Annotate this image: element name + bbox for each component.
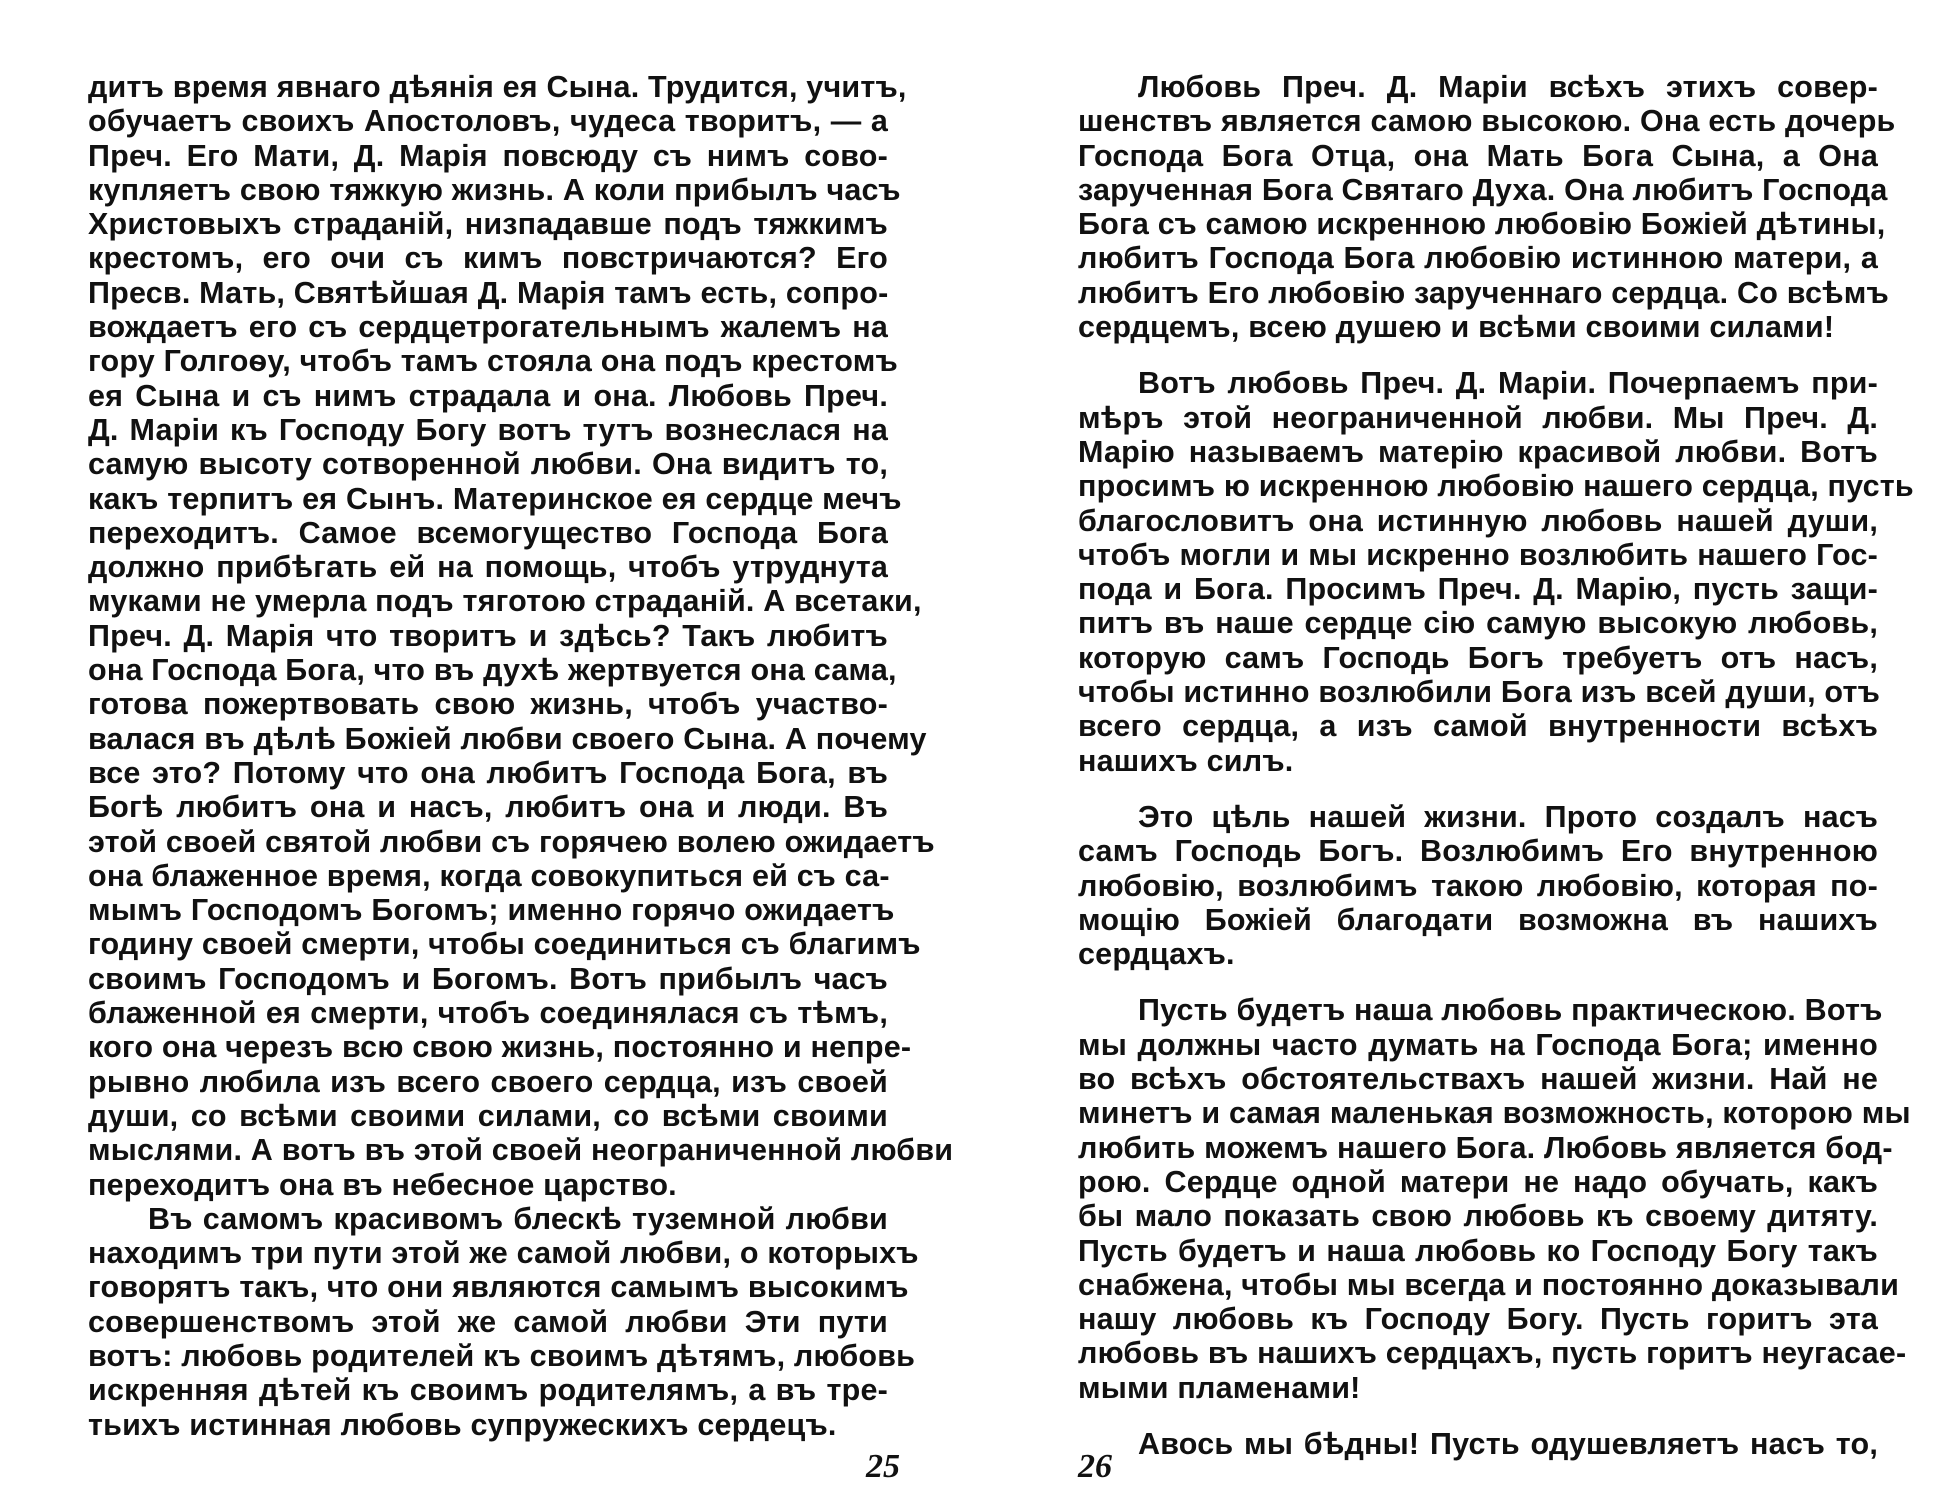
text-line: валася въ дѣлѣ Божіей любви своего Сына. А почему xyxy=(88,721,927,756)
text-line: Богѣ любитъ она и насъ, любитъ она и люди. Въ xyxy=(88,790,888,825)
text-line: Бога съ самою искренною любовію Божіей дѣтины, xyxy=(1078,207,1886,242)
text-line: тьихъ истинная любовь супружескихъ сердецъ. xyxy=(88,1407,837,1442)
left-page xyxy=(88,70,954,1442)
text-line: чтобы истинно возлюбили Бога изъ всей души, отъ xyxy=(1078,675,1881,710)
text-line: крестомъ, его очи съ кимъ повстричаются? Его xyxy=(88,241,888,276)
right-page xyxy=(1078,70,1914,1461)
text-line: ея Сына и съ нимъ страдала и она. Любовь Преч. xyxy=(88,378,888,413)
text-line: души, со всѣми своими силами, со всѣми своими xyxy=(88,1098,888,1133)
text-line: она блаженное время, когда совокупиться ей съ са- xyxy=(88,858,890,893)
text-line: Авось мы бѣдны! Пусть одушевляетъ насъ то, xyxy=(1138,1426,1878,1461)
text-line: какъ терпитъ ея Сынъ. Материнское ея сердце мечъ xyxy=(88,481,902,516)
text-line: мощію Божіей благодати возможна въ нашихъ xyxy=(1078,902,1878,937)
text-line: блаженной ея смерти, чтобъ соединялася съ тѣмъ, xyxy=(88,996,888,1031)
text-line: любовь въ нашихъ сердцахъ, пусть горитъ неугасае- xyxy=(1078,1336,1907,1371)
text-line: Д. Маріи къ Господу Богу вотъ тутъ вознеслася на xyxy=(88,412,888,447)
text-line: готова пожертвовать свою жизнь, чтобъ участво- xyxy=(88,687,888,722)
text-line: купляетъ свою тяжкую жизнь. А коли прибылъ часъ xyxy=(88,172,901,207)
text-line: шенствъ является самою высокою. Она есть дочерь xyxy=(1078,104,1896,139)
text-line: искренняя дѣтей къ своимъ родителямъ, а въ тре- xyxy=(88,1373,888,1408)
text-line: она Господа Бога, что въ духѣ жертвуется она сама, xyxy=(88,653,897,688)
text-line: Пусть будетъ наша любовь практическою. Вотъ xyxy=(1138,993,1883,1028)
text-line: мы должны часто думать на Господа Бога; именно xyxy=(1078,1027,1878,1062)
text-line: Господа Бога Отца, она Мать Бога Сына, а Она xyxy=(1078,138,1878,173)
text-line: своимъ Господомъ и Богомъ. Вотъ прибылъ часъ xyxy=(88,961,888,996)
text-line: переходитъ она въ небесное царство. xyxy=(88,1167,677,1202)
text-line: чтобъ могли и мы искренно возлюбить нашего Гос- xyxy=(1078,537,1878,572)
text-line: Марію называемъ матерію красивой любви. Вотъ xyxy=(1078,434,1878,469)
text-line: говорятъ такъ, что они являются самымъ высокимъ xyxy=(88,1270,909,1305)
text-line: минетъ и самая маленькая возможность, которою мы xyxy=(1078,1096,1911,1131)
paragraph-gap xyxy=(1078,1405,1878,1427)
text-line: любитъ Его любовію зарученнаго сердца. Со всѣмъ xyxy=(1078,275,1889,310)
text-line: самъ Господь Богъ. Возлюбимъ Его внутренною xyxy=(1078,834,1878,869)
text-line: должно прибѣгать ей на помощь, чтобъ утруднута xyxy=(88,550,888,585)
text-line: любитъ Господа Бога любовію истинною матери, а xyxy=(1078,241,1878,276)
text-line: этой своей святой любви съ горячею волею ожидаетъ xyxy=(88,824,935,859)
text-line: совершенствомъ этой же самой любви Эти пути xyxy=(88,1304,888,1339)
text-line: во всѣхъ обстоятельствахъ нашей жизни. Най не xyxy=(1078,1062,1878,1097)
text-line: сердцемъ, всею душею и всѣми своими силами! xyxy=(1078,310,1835,345)
text-line: Преч. Его Мати, Д. Марія повсюду съ нимъ сово- xyxy=(88,138,888,173)
text-line: самую высоту сотворенной любви. Она видитъ то, xyxy=(88,447,888,482)
text-line: Это цѣль нашей жизни. Прото создалъ насъ xyxy=(1138,799,1878,834)
text-line: всего сердца, а изъ самой внутренности всѣхъ xyxy=(1078,709,1878,744)
text-line: Вотъ любовь Преч. Д. Маріи. Почерпаемъ при- xyxy=(1138,366,1878,401)
text-line: которую самъ Господь Богъ требуетъ отъ насъ, xyxy=(1078,640,1878,675)
text-line: переходитъ. Самое всемогущество Господа Бога xyxy=(88,515,888,550)
text-line: пода и Бога. Просимъ Преч. Д. Марію, пусть защи- xyxy=(1078,572,1878,607)
text-line: находимъ три пути этой же самой любви, о которыхъ xyxy=(88,1236,919,1271)
text-line: все это? Потому что она любитъ Господа Бога, въ xyxy=(88,755,888,790)
page-number-right: 26 xyxy=(1078,1448,1112,1485)
text-line: сердцахъ. xyxy=(1078,937,1235,972)
text-line: вождаетъ его съ сердцетрогательнымъ жалемъ на xyxy=(88,310,888,345)
text-line: Пресв. Мать, Святѣйшая Д. Марія тамъ есть, сопро- xyxy=(88,275,889,310)
text-line: кого она черезъ всю свою жизнь, постоянно и непре- xyxy=(88,1030,912,1065)
text-line: питъ въ наше сердце сію самую высокую любовь, xyxy=(1078,606,1878,641)
text-line: мыслями. А вотъ въ этой своей неограниченной любви xyxy=(88,1133,954,1168)
text-line: бы мало показать свою любовь къ своему дитяту. xyxy=(1078,1199,1878,1234)
text-line: снабжена, чтобы мы всегда и постоянно доказывали xyxy=(1078,1267,1900,1302)
text-line: просимъ ю искренною любовію нашего сердца, пусть xyxy=(1078,469,1914,504)
text-line: мыми пламенами! xyxy=(1078,1370,1361,1405)
text-line: годину своей смерти, чтобы соединиться съ благимъ xyxy=(88,927,921,962)
text-line: обучаетъ своихъ Апостоловъ, чудеса творитъ, — а xyxy=(88,104,888,139)
text-line: Въ самомъ красивомъ блескѣ туземной любви xyxy=(148,1201,888,1236)
text-line: дитъ время явнаго дѣянія ея Сына. Трудится, учитъ, xyxy=(88,70,907,104)
text-line: любить можемъ нашего Бога. Любовь является бод- xyxy=(1078,1130,1893,1165)
text-line: Христовыхъ страданій, низпадавше подъ тяжкимъ xyxy=(88,207,888,242)
paragraph-gap xyxy=(1078,778,1878,800)
page-number-left: 25 xyxy=(866,1448,900,1485)
text-line: благословитъ она истинную любовь нашей души, xyxy=(1078,503,1878,538)
text-line: Преч. Д. Марія что творитъ и здѣсь? Такъ любитъ xyxy=(88,618,888,653)
text-line: Пусть будетъ и наша любовь ко Господу Богу такъ xyxy=(1078,1233,1878,1268)
text-line: мымъ Господомъ Богомъ; именно горячо ожидаетъ xyxy=(88,893,895,928)
text-line: любовію, возлюбимъ такою любовію, которая по- xyxy=(1078,868,1878,903)
text-line: гору Голгоѳу, чтобъ тамъ стояла она подъ крестомъ xyxy=(88,344,898,379)
text-line: вотъ: любовь родителей къ своимъ дѣтямъ, любовь xyxy=(88,1338,916,1373)
text-line: рывно любила изъ всего своего сердца, изъ своей xyxy=(88,1064,888,1099)
text-line: нашихъ силъ. xyxy=(1078,743,1294,778)
paragraph-gap xyxy=(1078,971,1878,993)
text-line: рою. Сердце одной матери не надо обучать, какъ xyxy=(1078,1164,1878,1199)
text-line: зарученная Бога Святаго Духа. Она любитъ Господа xyxy=(1078,172,1888,207)
text-line: нашу любовь къ Господу Богу. Пусть горитъ эта xyxy=(1078,1302,1878,1337)
text-line: Любовь Преч. Д. Маріи всѣхъ этихъ совер- xyxy=(1138,70,1878,104)
paragraph-gap xyxy=(1078,344,1878,366)
text-line: мѣръ этой неограниченной любви. Мы Преч. Д. xyxy=(1078,400,1878,435)
text-line: муками не умерла подъ тяготою страданій. А всетаки, xyxy=(88,584,922,619)
